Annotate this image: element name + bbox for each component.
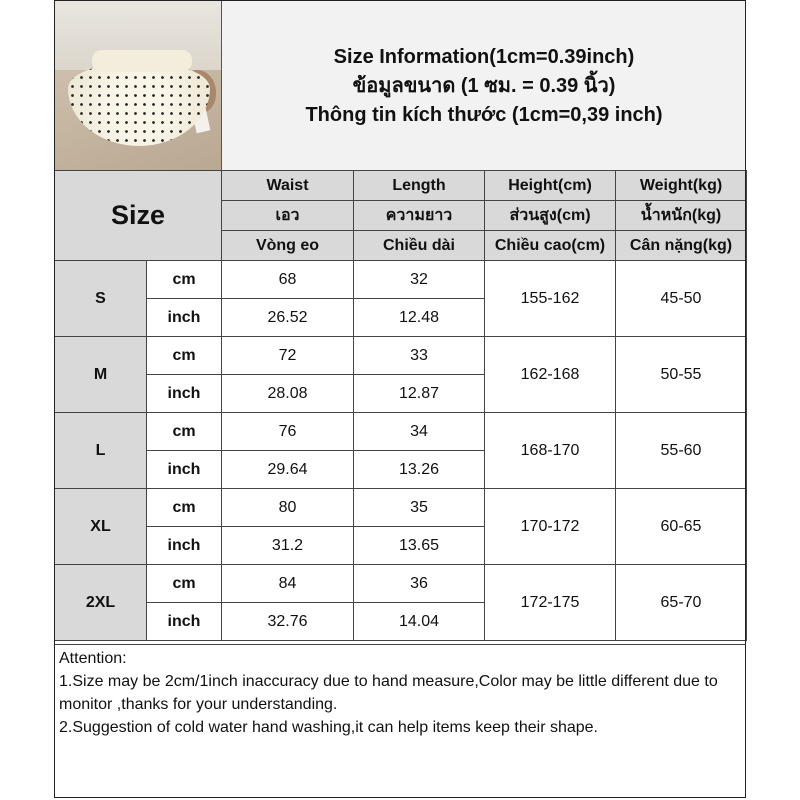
length-inch: 14.04	[354, 603, 485, 641]
table-row	[55, 337, 747, 375]
unit-inch: inch	[147, 299, 222, 337]
attention-notes	[54, 644, 746, 798]
size-table	[54, 170, 747, 641]
header-weight-th: น้ำหนัก(kg)	[616, 201, 747, 231]
waist-inch: 29.64	[222, 451, 354, 489]
table-row	[55, 565, 747, 603]
height-range: 172-175	[485, 565, 616, 641]
notes-line-1: 1.Size may be 2cm/1inch inaccuracy due to hand measure,Color may be little different due to monitor ,thanks for your understanding.	[59, 673, 718, 713]
header-weight-vi: Cân nặng(kg)	[616, 231, 747, 261]
table-row	[55, 489, 747, 527]
length-inch: 13.26	[354, 451, 485, 489]
notes-line-2: 2.Suggestion of cold water hand washing,it can help items keep their shape.	[59, 719, 598, 736]
weight-range: 45-50	[616, 261, 747, 337]
header-height-en: Height(cm)	[485, 171, 616, 201]
size-cell: M	[55, 337, 147, 413]
unit-inch: inch	[147, 527, 222, 565]
product-photo	[54, 0, 222, 170]
table-row	[55, 413, 747, 451]
waist-inch: 32.76	[222, 603, 354, 641]
unit-cm: cm	[147, 337, 222, 375]
waist-cm: 84	[222, 565, 354, 603]
height-range: 162-168	[485, 337, 616, 413]
length-cm: 35	[354, 489, 485, 527]
header-waist-vi: Vòng eo	[222, 231, 354, 261]
weight-range: 50-55	[616, 337, 747, 413]
height-range: 155-162	[485, 261, 616, 337]
unit-cm: cm	[147, 565, 222, 603]
unit-inch: inch	[147, 603, 222, 641]
unit-cm: cm	[147, 261, 222, 299]
weight-range: 65-70	[616, 565, 747, 641]
size-cell: L	[55, 413, 147, 489]
waist-cm: 72	[222, 337, 354, 375]
title-box	[222, 0, 746, 170]
length-inch: 12.87	[354, 375, 485, 413]
title-vietnamese: Thông tin kích thước (1cm=0,39 inch)	[305, 104, 663, 126]
waist-inch: 28.08	[222, 375, 354, 413]
length-cm: 33	[354, 337, 485, 375]
header-waist-en: Waist	[222, 171, 354, 201]
waist-inch: 31.2	[222, 527, 354, 565]
height-range: 168-170	[485, 413, 616, 489]
header-length-th: ความยาว	[354, 201, 485, 231]
unit-inch: inch	[147, 375, 222, 413]
size-cell: S	[55, 261, 147, 337]
length-inch: 13.65	[354, 527, 485, 565]
table-row	[55, 261, 747, 299]
header-length-en: Length	[354, 171, 485, 201]
length-cm: 34	[354, 413, 485, 451]
notes-heading: Attention:	[59, 650, 127, 667]
waist-cm: 76	[222, 413, 354, 451]
length-inch: 12.48	[354, 299, 485, 337]
length-cm: 32	[354, 261, 485, 299]
height-range: 170-172	[485, 489, 616, 565]
header-waist-th: เอว	[222, 201, 354, 231]
header-height-th: ส่วนสูง(cm)	[485, 201, 616, 231]
header-height-vi: Chiều cao(cm)	[485, 231, 616, 261]
size-header: Size	[55, 171, 222, 261]
title-english: Size Information(1cm=0.39inch)	[333, 46, 635, 68]
header-length-vi: Chiều dài	[354, 231, 485, 261]
waist-cm: 80	[222, 489, 354, 527]
unit-cm: cm	[147, 413, 222, 451]
weight-range: 55-60	[616, 413, 747, 489]
title-thai: ข้อมูลขนาด (1 ซม. = 0.39 นิ้ว)	[352, 75, 616, 97]
length-cm: 36	[354, 565, 485, 603]
unit-cm: cm	[147, 489, 222, 527]
waist-cm: 68	[222, 261, 354, 299]
weight-range: 60-65	[616, 489, 747, 565]
size-cell: 2XL	[55, 565, 147, 641]
size-cell: XL	[55, 489, 147, 565]
waist-inch: 26.52	[222, 299, 354, 337]
skirt-waistband-image	[92, 50, 192, 72]
header-weight-en: Weight(kg)	[616, 171, 747, 201]
unit-inch: inch	[147, 451, 222, 489]
